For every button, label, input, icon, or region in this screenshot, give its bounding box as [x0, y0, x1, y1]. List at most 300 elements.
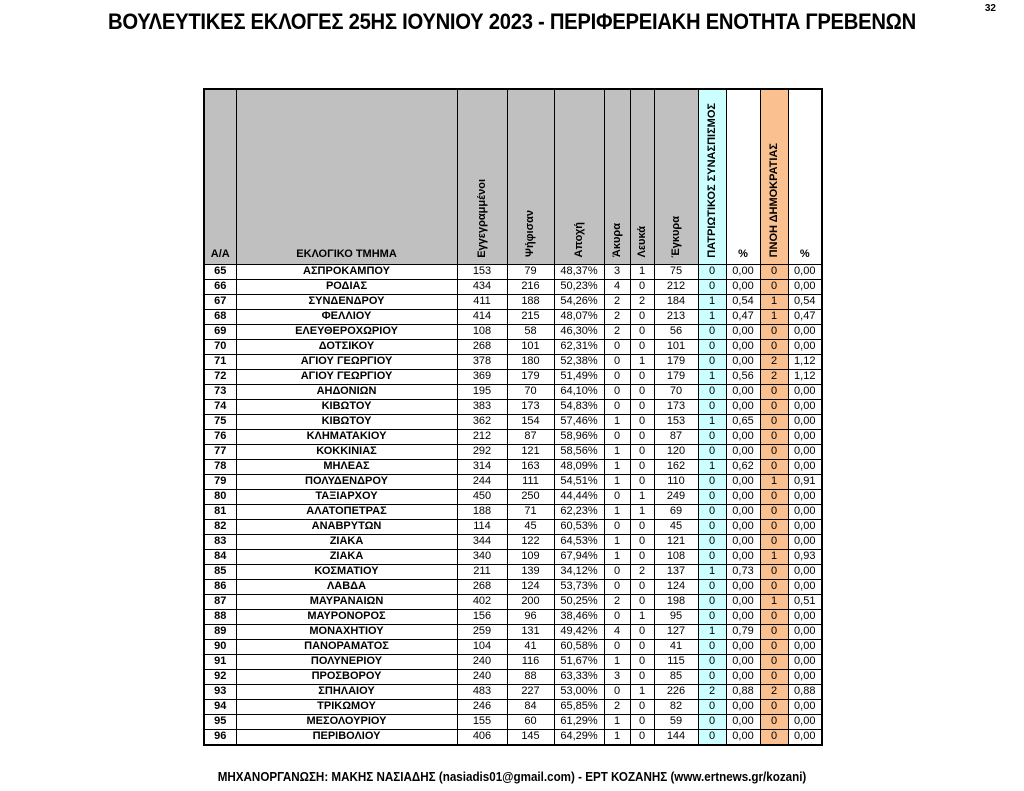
- cell-party1: 0: [698, 444, 726, 459]
- cell-party1_pct: 0,00: [726, 384, 760, 399]
- cell-party1: 0: [698, 339, 726, 354]
- cell-blank: 0: [630, 444, 654, 459]
- cell-party2: 0: [760, 324, 788, 339]
- cell-blank: 0: [630, 429, 654, 444]
- cell-invalid: 1: [604, 504, 630, 519]
- cell-party2_pct: 0,00: [788, 339, 822, 354]
- cell-voted: 96: [507, 609, 554, 624]
- cell-party2_pct: 0,00: [788, 699, 822, 714]
- cell-district: ΑΓΙΟΥ ΓΕΩΡΓΙΟΥ: [236, 354, 457, 369]
- cell-blank: 2: [630, 294, 654, 309]
- table-row: [204, 699, 822, 714]
- col-header-blank: [630, 89, 654, 264]
- cell-party2: 0: [760, 459, 788, 474]
- cell-abstention: 60,58%: [554, 639, 604, 654]
- cell-district: ΠΟΛΥΝΕΡΙΟΥ: [236, 654, 457, 669]
- cell-district: ΚΙΒΩΤΟΥ: [236, 414, 457, 429]
- cell-registered: 340: [457, 549, 507, 564]
- cell-party2_pct: 0,00: [788, 579, 822, 594]
- cell-voted: 109: [507, 549, 554, 564]
- cell-valid: 121: [654, 534, 698, 549]
- cell-valid: 45: [654, 519, 698, 534]
- cell-abstention: 50,25%: [554, 594, 604, 609]
- cell-abstention: 51,49%: [554, 369, 604, 384]
- cell-valid: 101: [654, 339, 698, 354]
- cell-voted: 215: [507, 309, 554, 324]
- cell-blank: 0: [630, 474, 654, 489]
- cell-voted: 250: [507, 489, 554, 504]
- cell-registered: 292: [457, 444, 507, 459]
- col-header-label: Εγγεγραμμένοι: [475, 178, 488, 258]
- cell-valid: 212: [654, 279, 698, 294]
- cell-blank: 1: [630, 264, 654, 279]
- cell-invalid: 3: [604, 669, 630, 684]
- cell-registered: 240: [457, 669, 507, 684]
- cell-party1: 0: [698, 324, 726, 339]
- cell-blank: 0: [630, 699, 654, 714]
- cell-party2_pct: 0,47: [788, 309, 822, 324]
- cell-party1_pct: 0,00: [726, 339, 760, 354]
- cell-registered: 244: [457, 474, 507, 489]
- cell-voted: 124: [507, 579, 554, 594]
- cell-district: ΠΑΝΟΡΑΜΑΤΟΣ: [236, 639, 457, 654]
- table-row: [204, 639, 822, 654]
- cell-abstention: 49,42%: [554, 624, 604, 639]
- cell-party1: 1: [698, 369, 726, 384]
- cell-party1_pct: 0,00: [726, 549, 760, 564]
- cell-party2_pct: 0,00: [788, 429, 822, 444]
- cell-district: ΚΛΗΜΑΤΑΚΙΟΥ: [236, 429, 457, 444]
- cell-blank: 0: [630, 624, 654, 639]
- cell-party2_pct: 0,00: [788, 399, 822, 414]
- cell-invalid: 1: [604, 654, 630, 669]
- table-row: [204, 339, 822, 354]
- cell-abstention: 48,37%: [554, 264, 604, 279]
- cell-party2: 1: [760, 294, 788, 309]
- cell-party1: 0: [698, 399, 726, 414]
- cell-aa: 73: [204, 384, 236, 399]
- cell-blank: 0: [630, 714, 654, 729]
- cell-party1_pct: 0,79: [726, 624, 760, 639]
- cell-district: ΜΕΣΟΛΟΥΡΙΟΥ: [236, 714, 457, 729]
- table-row: [204, 504, 822, 519]
- cell-invalid: 0: [604, 339, 630, 354]
- cell-blank: 0: [630, 369, 654, 384]
- col-header-label: Λευκά: [635, 225, 648, 258]
- cell-party1_pct: 0,00: [726, 474, 760, 489]
- cell-invalid: 0: [604, 519, 630, 534]
- cell-invalid: 2: [604, 594, 630, 609]
- table-row: [204, 714, 822, 729]
- cell-party1: 0: [698, 714, 726, 729]
- cell-voted: 227: [507, 684, 554, 699]
- cell-registered: 344: [457, 534, 507, 549]
- cell-party1: 1: [698, 564, 726, 579]
- cell-aa: 81: [204, 504, 236, 519]
- cell-district: ΚΙΒΩΤΟΥ: [236, 399, 457, 414]
- col-header-label: Ψήφισαν: [524, 210, 536, 258]
- page-title: ΒΟΥΛΕΥΤΙΚΕΣ ΕΚΛΟΓΕΣ 25ΗΣ ΙΟΥΝΙΟΥ 2023 - ΠΕΡΙΦΕΡΕΙΑΚΗ ΕΝΟΤΗΤΑ ΓΡΕΒΕΝΩΝ: [108, 9, 916, 34]
- cell-district: ΤΑΞΙΑΡΧΟΥ: [236, 489, 457, 504]
- cell-party1: 1: [698, 414, 726, 429]
- cell-registered: 414: [457, 309, 507, 324]
- cell-party1: 0: [698, 534, 726, 549]
- cell-blank: 0: [630, 729, 654, 745]
- cell-aa: 91: [204, 654, 236, 669]
- cell-registered: 383: [457, 399, 507, 414]
- cell-party1_pct: 0,00: [726, 669, 760, 684]
- cell-invalid: 0: [604, 579, 630, 594]
- cell-party2_pct: 0,00: [788, 384, 822, 399]
- cell-abstention: 67,94%: [554, 549, 604, 564]
- cell-invalid: 0: [604, 609, 630, 624]
- cell-valid: 226: [654, 684, 698, 699]
- cell-district: ΑΣΠΡΟΚΑΜΠΟΥ: [236, 264, 457, 279]
- cell-abstention: 50,23%: [554, 279, 604, 294]
- cell-party1: 0: [698, 654, 726, 669]
- cell-party1_pct: 0,00: [726, 714, 760, 729]
- cell-party2: 0: [760, 699, 788, 714]
- cell-voted: 111: [507, 474, 554, 489]
- cell-registered: 212: [457, 429, 507, 444]
- cell-valid: 184: [654, 294, 698, 309]
- cell-valid: 153: [654, 414, 698, 429]
- cell-aa: 66: [204, 279, 236, 294]
- cell-valid: 198: [654, 594, 698, 609]
- cell-valid: 82: [654, 699, 698, 714]
- cell-abstention: 51,67%: [554, 654, 604, 669]
- cell-party2_pct: 0,00: [788, 414, 822, 429]
- cell-voted: 87: [507, 429, 554, 444]
- cell-aa: 69: [204, 324, 236, 339]
- cell-invalid: 2: [604, 699, 630, 714]
- cell-aa: 86: [204, 579, 236, 594]
- cell-party1_pct: 0,00: [726, 354, 760, 369]
- cell-registered: 155: [457, 714, 507, 729]
- cell-aa: 95: [204, 714, 236, 729]
- cell-registered: 369: [457, 369, 507, 384]
- col-header-label: Άκυρα: [610, 223, 623, 258]
- cell-party1_pct: 0,00: [726, 279, 760, 294]
- cell-party1_pct: 0,00: [726, 489, 760, 504]
- cell-registered: 153: [457, 264, 507, 279]
- cell-voted: 180: [507, 354, 554, 369]
- cell-district: ΤΡΙΚΩΜΟΥ: [236, 699, 457, 714]
- cell-party1: 0: [698, 519, 726, 534]
- cell-party1: 1: [698, 459, 726, 474]
- cell-party1: 1: [698, 624, 726, 639]
- cell-party2_pct: 0,00: [788, 459, 822, 474]
- cell-blank: 0: [630, 519, 654, 534]
- cell-party1_pct: 0,00: [726, 594, 760, 609]
- cell-party2: 0: [760, 534, 788, 549]
- cell-valid: 110: [654, 474, 698, 489]
- page-number: 32: [984, 3, 996, 14]
- cell-invalid: 2: [604, 294, 630, 309]
- col-header-label: Αποχή: [572, 221, 585, 258]
- cell-registered: 211: [457, 564, 507, 579]
- cell-abstention: 38,46%: [554, 609, 604, 624]
- cell-voted: 45: [507, 519, 554, 534]
- cell-valid: 95: [654, 609, 698, 624]
- cell-party2: 2: [760, 369, 788, 384]
- cell-registered: 104: [457, 639, 507, 654]
- cell-party1_pct: 0,73: [726, 564, 760, 579]
- cell-abstention: 48,09%: [554, 459, 604, 474]
- cell-party2: 0: [760, 339, 788, 354]
- table-row: [204, 414, 822, 429]
- cell-district: ΠΟΛΥΔΕΝΔΡΟΥ: [236, 474, 457, 489]
- cell-invalid: 0: [604, 354, 630, 369]
- cell-abstention: 34,12%: [554, 564, 604, 579]
- cell-party1_pct: 0,62: [726, 459, 760, 474]
- cell-abstention: 48,07%: [554, 309, 604, 324]
- cell-valid: 124: [654, 579, 698, 594]
- cell-district: ΑΓΙΟΥ ΓΕΩΡΓΙΟΥ: [236, 369, 457, 384]
- cell-blank: 0: [630, 414, 654, 429]
- cell-blank: 0: [630, 279, 654, 294]
- cell-voted: 101: [507, 339, 554, 354]
- table-row: [204, 459, 822, 474]
- cell-registered: 268: [457, 339, 507, 354]
- cell-party2_pct: 0,93: [788, 549, 822, 564]
- cell-party1: 0: [698, 504, 726, 519]
- cell-invalid: 0: [604, 639, 630, 654]
- cell-blank: 0: [630, 459, 654, 474]
- cell-abstention: 53,73%: [554, 579, 604, 594]
- cell-abstention: 61,29%: [554, 714, 604, 729]
- cell-valid: 59: [654, 714, 698, 729]
- cell-voted: 200: [507, 594, 554, 609]
- cell-party2: 0: [760, 384, 788, 399]
- cell-party2: 0: [760, 564, 788, 579]
- cell-party2: 0: [760, 654, 788, 669]
- cell-party2_pct: 0,00: [788, 654, 822, 669]
- cell-party2_pct: 0,00: [788, 564, 822, 579]
- cell-blank: 0: [630, 324, 654, 339]
- cell-blank: 0: [630, 639, 654, 654]
- cell-registered: 483: [457, 684, 507, 699]
- col-header-abstention: [554, 89, 604, 264]
- cell-party1: 0: [698, 609, 726, 624]
- cell-abstention: 52,38%: [554, 354, 604, 369]
- table-row: [204, 399, 822, 414]
- cell-party1: 0: [698, 264, 726, 279]
- cell-valid: 70: [654, 384, 698, 399]
- cell-abstention: 54,51%: [554, 474, 604, 489]
- cell-party2: 0: [760, 444, 788, 459]
- cell-party2_pct: 0,00: [788, 444, 822, 459]
- cell-party1: 0: [698, 594, 726, 609]
- table-row: [204, 309, 822, 324]
- cell-aa: 67: [204, 294, 236, 309]
- cell-party2: 0: [760, 504, 788, 519]
- cell-party2_pct: 1,12: [788, 369, 822, 384]
- cell-registered: 411: [457, 294, 507, 309]
- cell-blank: 0: [630, 669, 654, 684]
- cell-abstention: 62,23%: [554, 504, 604, 519]
- cell-party2_pct: 0,00: [788, 504, 822, 519]
- cell-party1: 2: [698, 684, 726, 699]
- cell-valid: 120: [654, 444, 698, 459]
- col-header-registered: [457, 89, 507, 264]
- table-row: [204, 519, 822, 534]
- cell-voted: 179: [507, 369, 554, 384]
- cell-district: ΑΝΑΒΡΥΤΩΝ: [236, 519, 457, 534]
- cell-registered: 195: [457, 384, 507, 399]
- cell-party2: 2: [760, 684, 788, 699]
- cell-abstention: 46,30%: [554, 324, 604, 339]
- cell-party1: 0: [698, 354, 726, 369]
- col-header-party2: [760, 89, 788, 264]
- cell-district: ΡΟΔΙΑΣ: [236, 279, 457, 294]
- cell-aa: 89: [204, 624, 236, 639]
- cell-party1_pct: 0,88: [726, 684, 760, 699]
- cell-party2: 1: [760, 474, 788, 489]
- cell-party1_pct: 0,00: [726, 609, 760, 624]
- cell-party1: 0: [698, 384, 726, 399]
- cell-blank: 0: [630, 579, 654, 594]
- cell-party2_pct: 0,00: [788, 669, 822, 684]
- cell-blank: 0: [630, 594, 654, 609]
- cell-valid: 69: [654, 504, 698, 519]
- cell-invalid: 0: [604, 429, 630, 444]
- cell-valid: 249: [654, 489, 698, 504]
- cell-party2_pct: 0,00: [788, 714, 822, 729]
- cell-abstention: 54,26%: [554, 294, 604, 309]
- cell-party2_pct: 0,00: [788, 729, 822, 745]
- footer-credits: ΜΗΧΑΝΟΡΓΑΝΩΣΗ: ΜΑΚΗΣ ΝΑΣΙΑΔΗΣ (nasiadis01@gmail.com) - ΕΡΤ ΚΟΖΑΝΗΣ (www.ertnews.gr/kozani): [217, 770, 807, 784]
- cell-aa: 80: [204, 489, 236, 504]
- cell-party1_pct: 0,47: [726, 309, 760, 324]
- cell-party1_pct: 0,00: [726, 264, 760, 279]
- cell-blank: 0: [630, 339, 654, 354]
- cell-party1_pct: 0,56: [726, 369, 760, 384]
- cell-district: ΚΟΣΜΑΤΙΟΥ: [236, 564, 457, 579]
- cell-party1: 0: [698, 639, 726, 654]
- cell-blank: 0: [630, 384, 654, 399]
- col-header-district: ΕΚΛΟΓΙΚΟ ΤΜΗΜΑ: [236, 89, 457, 264]
- cell-party1_pct: 0,65: [726, 414, 760, 429]
- cell-valid: 144: [654, 729, 698, 745]
- cell-aa: 84: [204, 549, 236, 564]
- cell-party2: 0: [760, 609, 788, 624]
- cell-aa: 65: [204, 264, 236, 279]
- cell-invalid: 1: [604, 714, 630, 729]
- cell-valid: 75: [654, 264, 698, 279]
- cell-party2_pct: 0,00: [788, 609, 822, 624]
- cell-valid: 173: [654, 399, 698, 414]
- cell-aa: 92: [204, 669, 236, 684]
- cell-party1_pct: 0,00: [726, 444, 760, 459]
- cell-valid: 87: [654, 429, 698, 444]
- cell-district: ΚΟΚΚΙΝΙΑΣ: [236, 444, 457, 459]
- cell-invalid: 1: [604, 534, 630, 549]
- cell-blank: 1: [630, 684, 654, 699]
- cell-voted: 41: [507, 639, 554, 654]
- cell-valid: 179: [654, 369, 698, 384]
- cell-district: ΣΠΗΛΑΙΟΥ: [236, 684, 457, 699]
- cell-abstention: 64,10%: [554, 384, 604, 399]
- cell-voted: 60: [507, 714, 554, 729]
- cell-party2: 0: [760, 669, 788, 684]
- cell-aa: 77: [204, 444, 236, 459]
- table-header-row: [204, 89, 822, 264]
- cell-voted: 122: [507, 534, 554, 549]
- cell-voted: 58: [507, 324, 554, 339]
- cell-voted: 71: [507, 504, 554, 519]
- cell-party1_pct: 0,00: [726, 324, 760, 339]
- cell-voted: 116: [507, 654, 554, 669]
- table-row: [204, 429, 822, 444]
- table-row: [204, 609, 822, 624]
- table-row: [204, 474, 822, 489]
- table-row: [204, 324, 822, 339]
- table-row: [204, 594, 822, 609]
- cell-party1_pct: 0,00: [726, 579, 760, 594]
- cell-district: ΖΙΑΚΑ: [236, 534, 457, 549]
- cell-voted: 121: [507, 444, 554, 459]
- cell-abstention: 60,53%: [554, 519, 604, 534]
- cell-invalid: 2: [604, 309, 630, 324]
- cell-registered: 406: [457, 729, 507, 745]
- table-row: [204, 684, 822, 699]
- cell-party2: 0: [760, 714, 788, 729]
- cell-party2: 1: [760, 309, 788, 324]
- cell-registered: 314: [457, 459, 507, 474]
- cell-voted: 79: [507, 264, 554, 279]
- cell-abstention: 65,85%: [554, 699, 604, 714]
- cell-registered: 402: [457, 594, 507, 609]
- cell-invalid: 1: [604, 444, 630, 459]
- col-header-party1_pct: %: [726, 89, 760, 264]
- cell-abstention: 62,31%: [554, 339, 604, 354]
- cell-party1: 0: [698, 429, 726, 444]
- cell-invalid: 0: [604, 384, 630, 399]
- cell-party1_pct: 0,00: [726, 729, 760, 745]
- results-table: [203, 88, 823, 746]
- cell-blank: 1: [630, 504, 654, 519]
- cell-district: ΑΗΔΟΝΙΩΝ: [236, 384, 457, 399]
- cell-abstention: 54,83%: [554, 399, 604, 414]
- cell-invalid: 0: [604, 369, 630, 384]
- cell-party2_pct: 0,00: [788, 624, 822, 639]
- cell-voted: 139: [507, 564, 554, 579]
- cell-aa: 74: [204, 399, 236, 414]
- cell-party2: 0: [760, 519, 788, 534]
- table-row: [204, 564, 822, 579]
- cell-voted: 216: [507, 279, 554, 294]
- cell-aa: 71: [204, 354, 236, 369]
- cell-invalid: 2: [604, 324, 630, 339]
- cell-abstention: 53,00%: [554, 684, 604, 699]
- cell-party2_pct: 0,00: [788, 264, 822, 279]
- cell-registered: 450: [457, 489, 507, 504]
- cell-aa: 79: [204, 474, 236, 489]
- cell-invalid: 1: [604, 549, 630, 564]
- cell-voted: 131: [507, 624, 554, 639]
- cell-registered: 114: [457, 519, 507, 534]
- cell-party1: 0: [698, 279, 726, 294]
- cell-district: ΦΕΛΛΙΟΥ: [236, 309, 457, 324]
- cell-party2_pct: 0,00: [788, 519, 822, 534]
- cell-blank: 1: [630, 354, 654, 369]
- cell-party1_pct: 0,00: [726, 639, 760, 654]
- cell-registered: 108: [457, 324, 507, 339]
- cell-party1: 0: [698, 669, 726, 684]
- cell-district: ΜΗΛΕΑΣ: [236, 459, 457, 474]
- table-row: [204, 729, 822, 745]
